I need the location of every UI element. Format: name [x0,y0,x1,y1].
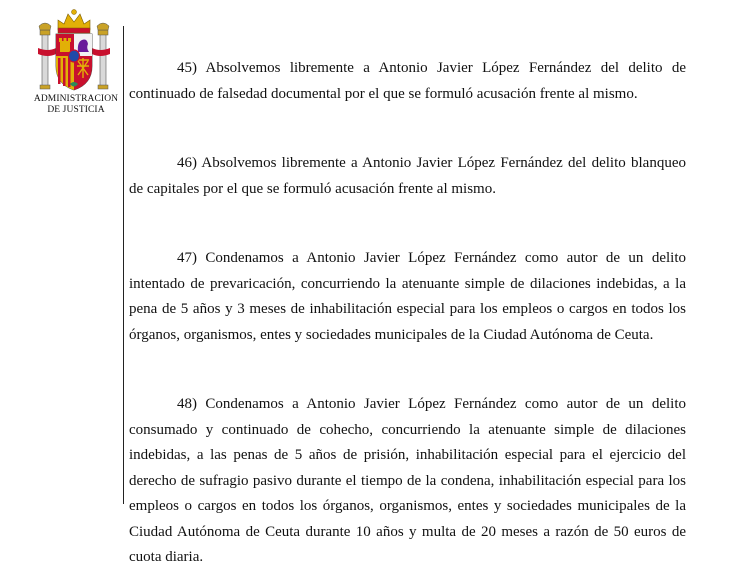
margin-rule [123,26,124,504]
document-body [129,56,686,571]
issuing-organization [28,94,124,116]
org-name-line2: DE JUSTICIA [47,105,105,115]
org-name-line1: ADMINISTRACION [33,94,119,104]
coat-of-arms-icon [38,8,110,98]
paragraph-47: 47) Condenamos a Antonio Javier López Fernández como autor de un delito intentado de prevaricación, concurriendo la atenuante simple de dilaciones indebidas, a la pena de 5 años y 3 meses de inhabilitación especial para los empleos o cargos en todos los órganos, organismos, entes y sociedades municipales de la Ciudad Autónoma de Ceuta. [129,250,686,343]
paragraph-45: 45) Absolvemos libremente a Antonio Javier López Fernández del delito de continuado de falsedad documental por el que se formuló acusación frente al mismo. [129,60,686,102]
paragraph-46: 46) Absolvemos libremente a Antonio Javier López Fernández del delito blanqueo de capitales por el que se formuló acusación frente al mismo. [129,155,686,197]
paragraph-48: 48) Condenamos a Antonio Javier López Fernández como autor de un delito consumado y continuado de cohecho, concurriendo la atenuante simple de dilaciones indebidas, a las penas de 5 años de prisión, inhabilitación especial para el ejercicio del derecho de sufragio pasivo durante el tiempo de la condena, inhabilitación especial para los empleos o cargos en todos los órganos, organismos, entes y sociedades municipales de la Ciudad Autónoma de Ceuta durante 10 años y multa de 20 meses a razón de 50 euros de cuota diaria. [129,396,686,565]
